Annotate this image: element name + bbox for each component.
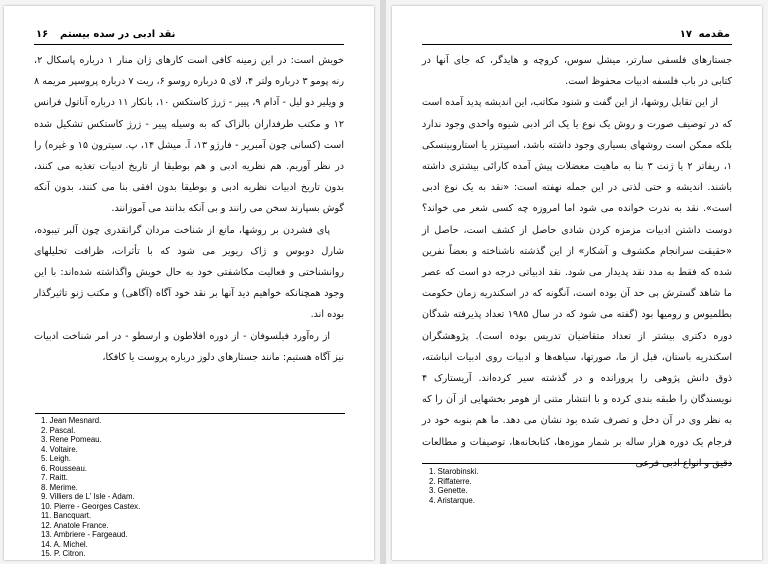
left-page-header [34,28,344,45]
left-running-title: نقد ادبی در سده بیستم [60,29,176,40]
right-running-title: مقدمه [698,29,730,40]
footnote: 4. Aristarque. [429,495,475,505]
right-page-body [422,50,732,474]
footnote: 14. A. Michel. [41,539,88,549]
footnote: 9. Villiers de L' Isle - Adam. [41,492,135,501]
left-page [4,6,374,560]
right-paragraph-1: جستارهای فلسفی سارتر، میشل سوس، کروچه و هایدگر، که جای آنها در کتابی در باب فلسفه ادبیات محفوظ است. [422,55,732,88]
right-page [392,6,762,560]
footnote: 1. Jean Mesnard. [41,416,102,425]
right-page-number: ۱۷ [679,29,692,40]
left-paragraph-1: خویش است: در این زمینه کافی است کارهای ژان منار ۱ درباره پاسکال ۲، رنه پومو ۳ درباره ولتر ۴، لای ۵ درباره روسو ۶، ریت ۷ درباره پروسپر مریمه ۸ و ویلیر دو لیل - آدام ۹، پییر - ژرژ کاستکس ۱۰، بانکار ۱۱ درباره آناتول فرانس ۱۲ و مکتب طرفداران بالزاک که به وسیله پییر - ژرژ کاستکس تشکیل شده است (کسانی چون آمبریر - فارژو ۱۳، آ. میشل ۱۴، پ. سیترون ۱۵ و غیره) را در نظر آوریم. هم نظریه ادبی و هم بوطیقا از تاریخ ادبیات تغذیه می کنند، بدون تاریخ ادبیات نظریه ادبی و بوطیقا بدون افقی بنا می کنند، بدون آنکه گوش بسپارند سخن می رانند و بی آنکه بدانند می آموزانند. [34,55,345,215]
footnote: 12. Anatole France. [41,520,109,530]
footnote: 2. Riffaterre. [429,476,472,486]
footnote: 3. Rene Pomeau. [41,435,102,444]
footnote: 13. Ambriere - Fargeaud. [41,530,128,539]
left-page-body [34,50,344,368]
footnote: 1. Starobinski. [429,467,479,476]
footnote: 11. Bancquart. [41,511,92,520]
page-gutter [380,0,386,564]
left-paragraph-2: پای فشردن بر روشها، مانع از شناخت مردان گرانقدری چون آلبر تیبوده، شارل دوبوس و ژاک ریویر می شود که با تأثرات، ظرافت تحلیلهای روانشناختی و فعالیت مکاشفتی خود به حال خویش واگذاشته شده‌اند: با این وجود همچنانکه خواهیم دید آنها بر نقد خود آگاه (آگاهی) و مکتب ژنو تاثیرگذار بوده اند. [34,224,344,321]
right-footnotes [429,467,478,505]
footnote: 6. Rousseau. [41,463,87,473]
left-footnotes [41,416,140,559]
footnote: 2. Pascal. [41,425,76,435]
footnote: 10. Pierre - Georges Castex. [41,501,141,511]
left-paragraph-3: از ره‌آورد فیلسوفان - از دوره افلاطون و ارسطو - در امر شناخت ادبیات نیز آگاه هستیم: مانند جستارهای دلوز درباره پروست یا کافکا، [34,330,344,363]
footnote: 5. Leigh. [41,454,71,463]
right-page-header [422,28,732,45]
footnote: 15. P. Citron. [41,549,86,558]
footnote: 3. Genette. [429,486,468,495]
footnote: 8. Merime. [41,482,78,492]
footnote: 4. Voltaire. [41,444,78,454]
footnote: 7. Raitt. [41,473,68,482]
right-paragraph-2: از این تقابل روشها، از این گفت و شنود مکاتب، این اندیشه پدید آمده است که در توصیف صورت و روش یک نوع یا یک اثر ادبی شیوه واحدی وجود ندارد بلکه ممکن است روشهای بسیاری وجود داشته باشد، اسپیتزر یا استاروبینسکی ۱، ریفاتر ۲ یا ژنت ۳ بنا به ماهیت معضلات پیش آمده کارائی بیشتری داشته باشند. اندیشه و حتی لذتی در این جمله نهفته است: «نقد به یک نوع ادبی است». نقد به ندرت خوانده می شود اما امروزه چه کسی شعر می خواند؟ دوست داشتن ادبیات مزمزه کردن شادی حاصل از کشف است، حاصل از «حقیقت سرانجام مکشوف و آشکار» از این گذشته ناشناخته و بعضاً نفرین شده که فقط به مدد نقد پدیدار می شود. نقد ادبیاتی درجه دو است که عصر ما شاهد گسترش بی حد آن بوده است، آنگونه که در اسکندریه زمان حکومت بطلمیوس و رومیها بود (گفته می شود که در سال ۱۹۸۵ تعداد پذیرفته شدگان دوره دکتری بیشتر از تعداد متقاضیان تدریس بوده است). پژوهشگران اسکندریه باستان، قبل از ما، صورتها، سیاهه‌ها و ادبیات روی ادبیات انباشته، ذوق دانش پژوهی را پرورانده و در گذشته سیر کرده‌اند. آریستارک ۴ نویسندگان را طبقه بندی کرده و با انتشار متنی از هومر بخشهایی از آن را که به نظر وی در آن دخل و تصرف شده بود نشان می دهد. ما هم بنوبه خود در فرجام یک دوره هزار ساله بر شمار موزه‌ها، کتابخانه‌ها، توصیفات و مطالعات دقیق و انواع ادبی فرعی [422,97,733,469]
right-footnote-rule [422,463,732,464]
left-footnote-rule [35,413,345,414]
left-page-number: ۱۶ [36,29,49,40]
